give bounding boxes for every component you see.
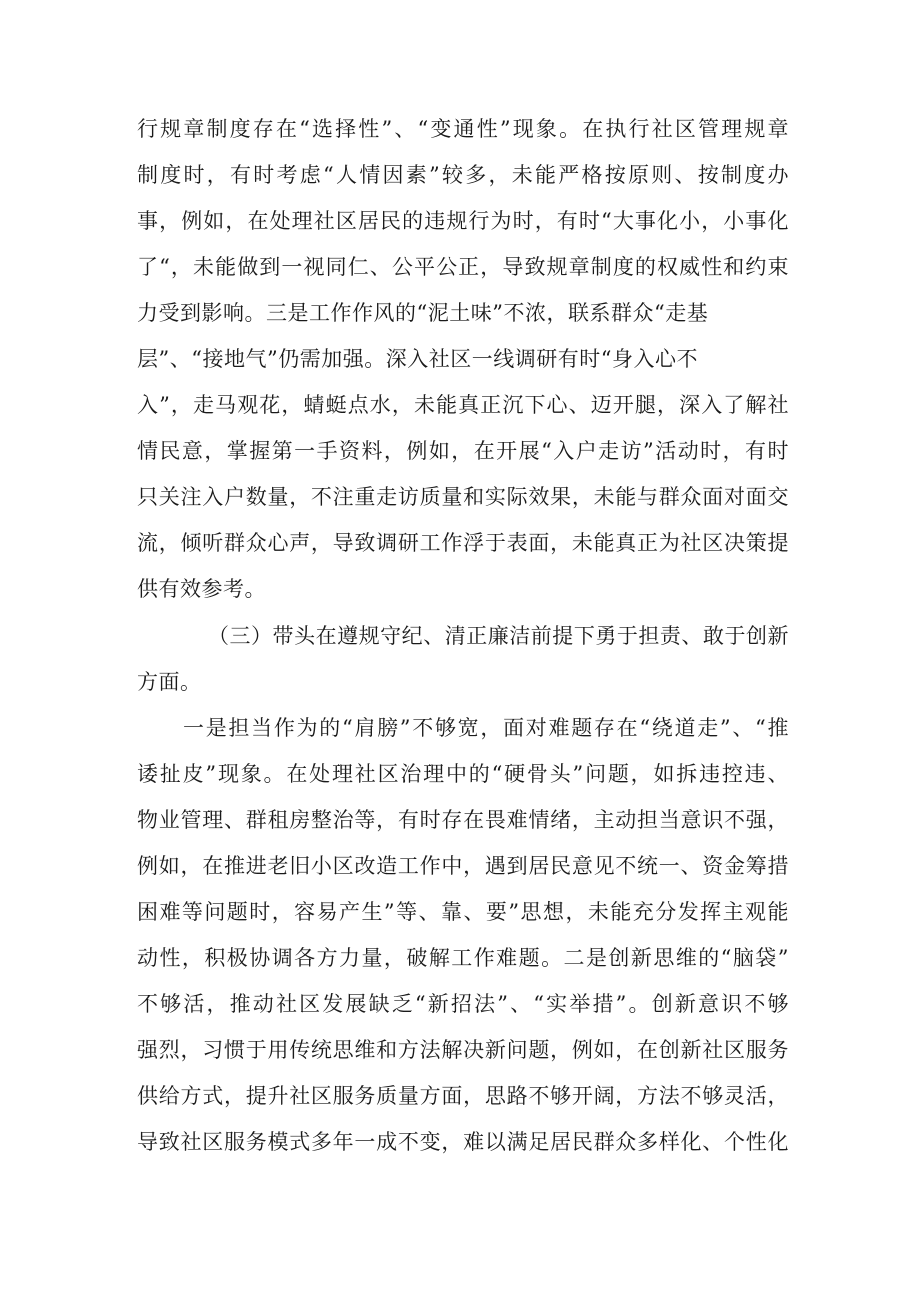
text-line: 层”、“接地气”仍需加强。深入社区一线调研有时“身入心不: [137, 347, 698, 371]
text-line: 不够活，推动社区发展缺乏“新招法”、“实举措”。创新意识不够: [137, 992, 789, 1016]
text-line: 流，倾听群众心声，导致调研工作浮于表面，未能真正为社区决策提: [137, 531, 789, 555]
text-line: 物业管理、群租房整治等，有时存在畏难情绪，主动担当意识不强，: [137, 808, 789, 832]
text-line: 导致社区服务模式多年一成不变，难以满足居民群众多样化、个性化: [137, 1130, 789, 1154]
text-line: 供给方式，提升社区服务质量方面，思路不够开阔，方法不够灵活，: [137, 1084, 789, 1108]
text-line: 情民意，掌握第一手资料，例如，在开展“入户走访”活动时，有时: [137, 439, 789, 463]
text-line: 供有效参考。: [137, 577, 266, 601]
section-heading-continued: 方面。: [137, 670, 202, 694]
text-line: 制度时，有时考虑“人情因素”较多，未能严格按原则、按制度办: [137, 163, 789, 187]
text-line: 只关注入户数量，不注重走访质量和实际效果，未能与群众面对面交: [137, 485, 789, 509]
section-heading: （三）带头在遵规守纪、清正廉洁前提下勇于担责、敢于创新: [208, 624, 789, 648]
text-line: 力受到影响。三是工作作风的“泥土味”不浓，联系群众“走基: [137, 301, 709, 325]
text-line: 事，例如，在处理社区居民的违规行为时，有时“大事化小，小事化: [137, 209, 789, 233]
text-line: 了“，未能做到一视同仁、公平公正，导致规章制度的权威性和约束: [137, 255, 789, 279]
text-line: 例如，在推进老旧小区改造工作中，遇到居民意见不统一、资金筹措: [137, 854, 789, 878]
text-line: 困难等问题时，容易产生”等、靠、要”思想，未能充分发挥主观能: [137, 900, 789, 924]
text-line: 动性，积极协调各方力量，破解工作难题。二是创新思维的“脑袋”: [137, 946, 789, 970]
text-line: 行规章制度存在“选择性”、“变通性”现象。在执行社区管理规章: [137, 117, 789, 141]
paragraph-first-line: 一是担当作为的“肩膀”不够宽，面对难题存在“绕道走”、“推: [183, 716, 789, 740]
text-line: 入”，走马观花，蜻蜓点水，未能真正沉下心、迈开腿，深入了解社: [137, 393, 789, 417]
text-line: 强烈，习惯于用传统思维和方法解决新问题，例如，在创新社区服务: [137, 1038, 789, 1062]
text-line: 诿扯皮”现象。在处理社区治理中的“硬骨头”问题，如拆违控违、: [137, 762, 789, 786]
